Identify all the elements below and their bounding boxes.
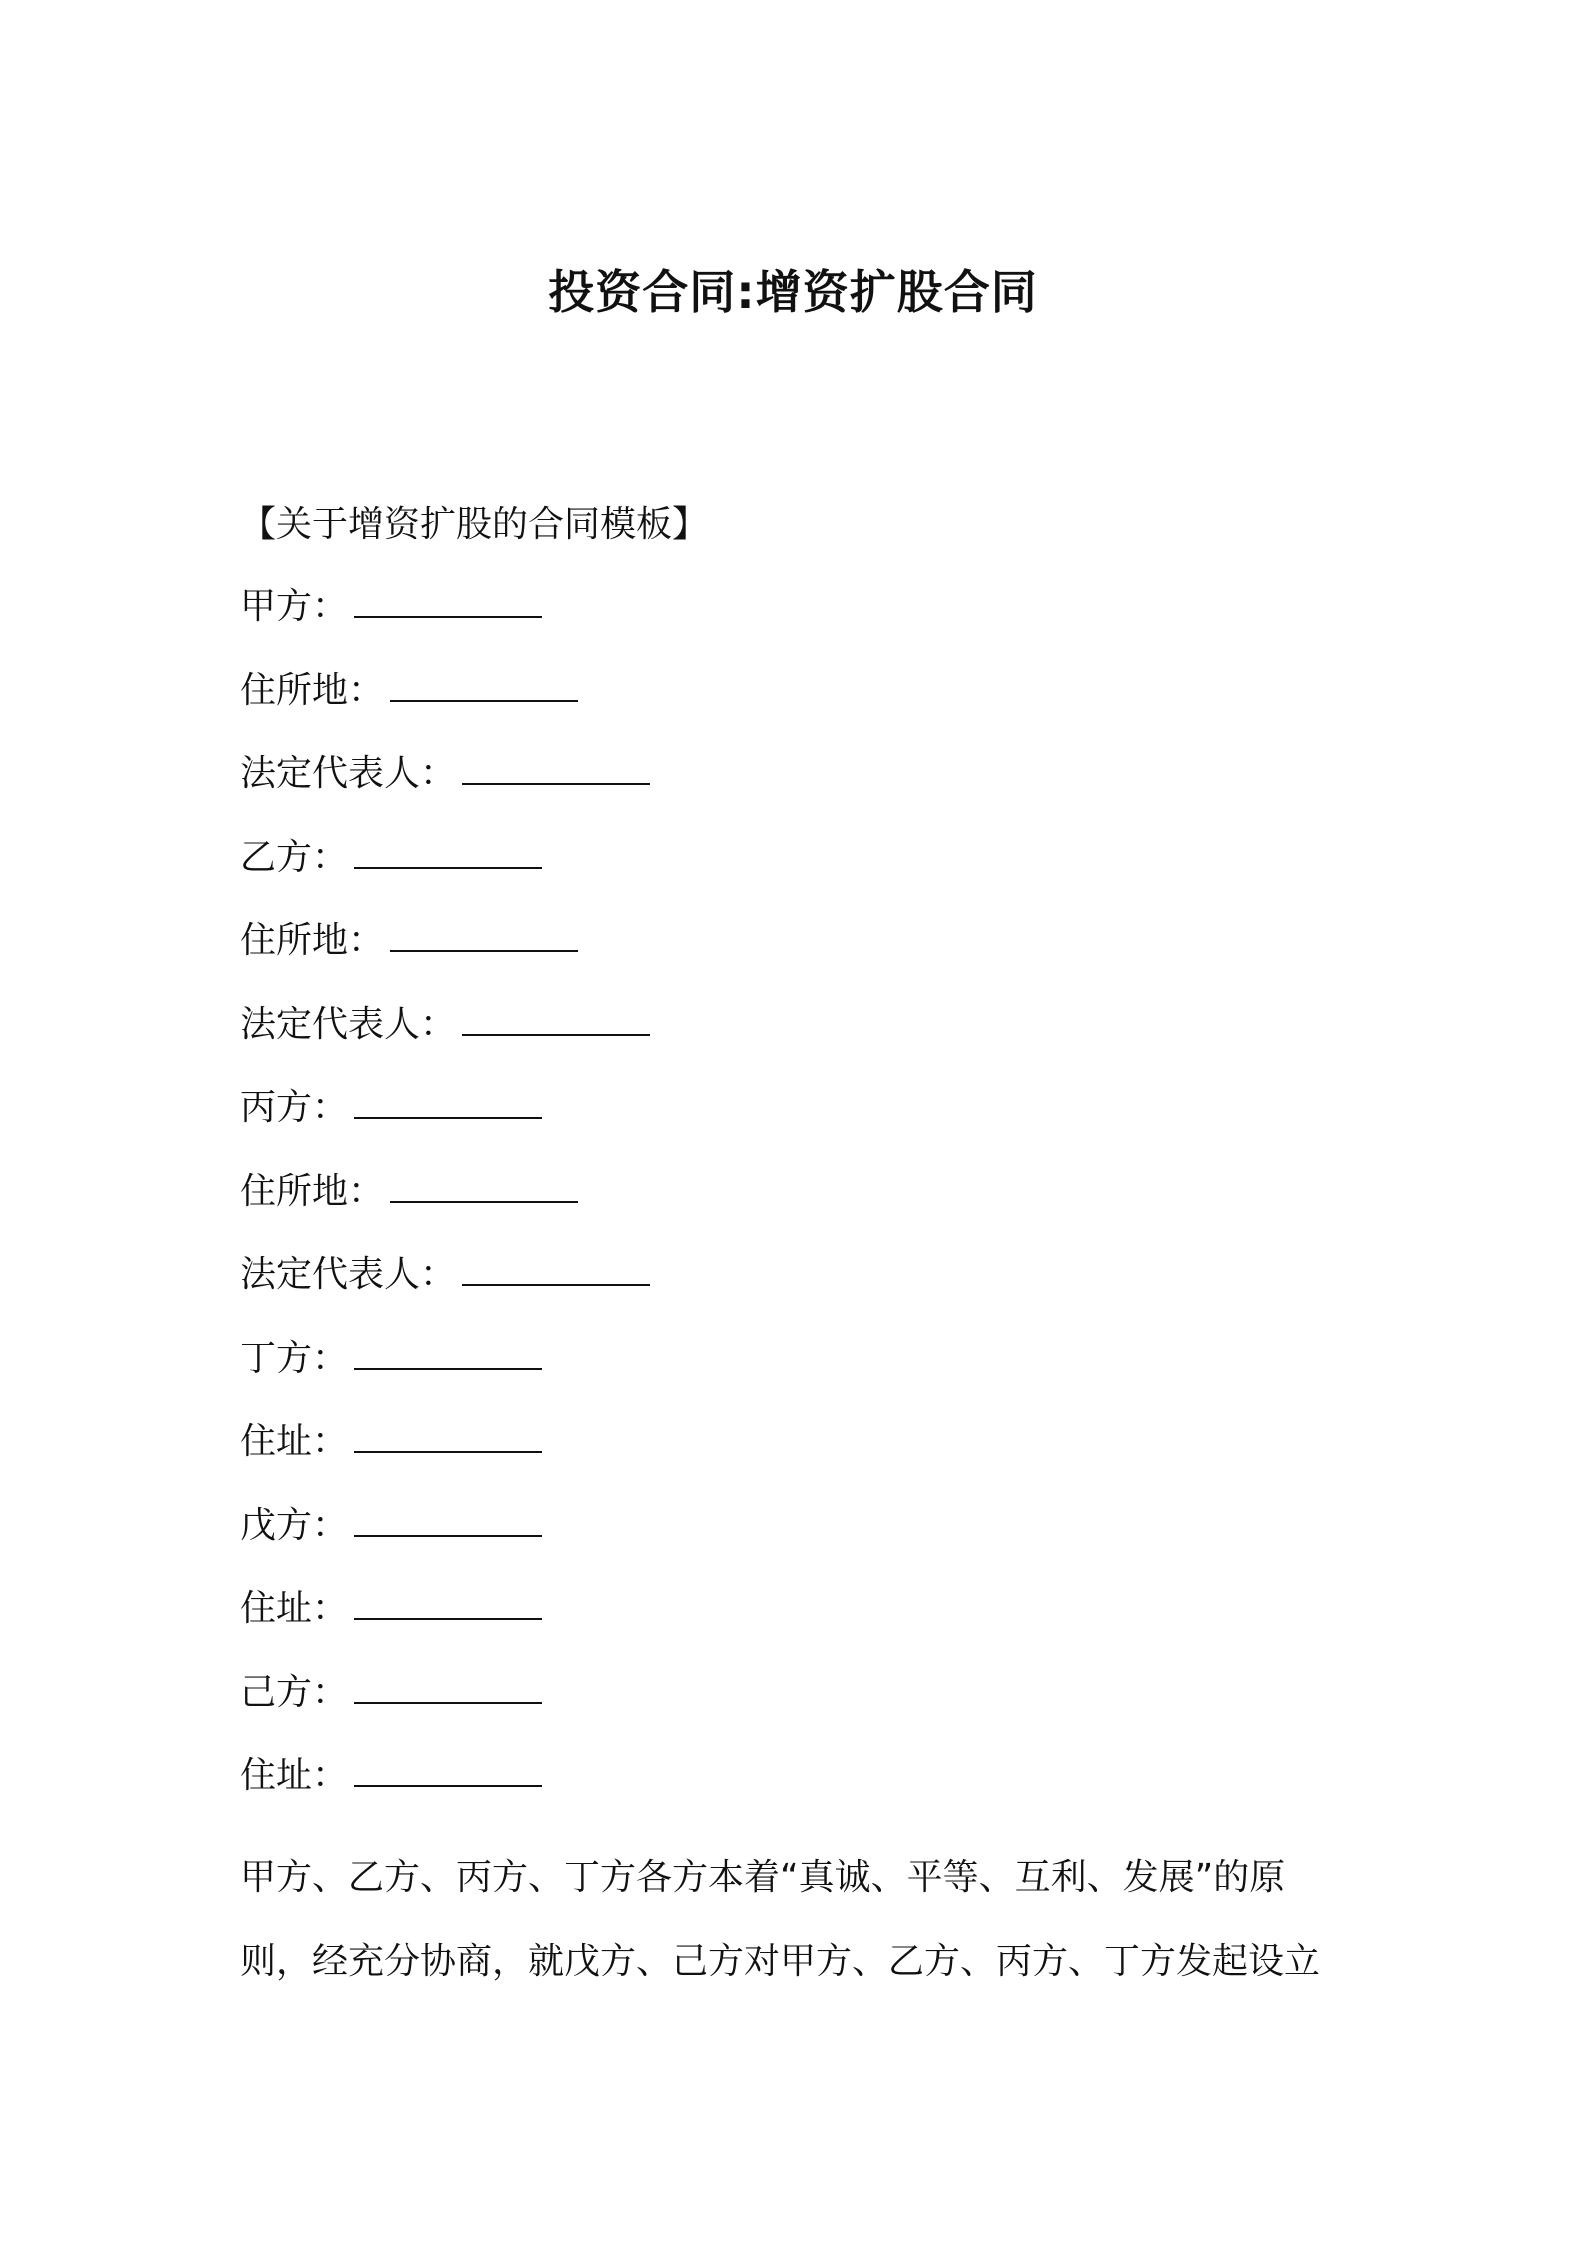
party-field-row <box>240 1334 650 1418</box>
template-heading: 【关于增资扩股的合同模板】 <box>240 504 709 545</box>
party-field-row <box>240 916 650 1000</box>
contract-body-paragraph <box>240 1836 1360 2004</box>
field-label: 住所地： <box>240 669 385 711</box>
fill-in-blank <box>390 1167 578 1203</box>
fill-in-blank <box>354 1668 542 1704</box>
party-field-row <box>240 1250 650 1334</box>
party-field-list <box>240 582 650 1835</box>
party-field-row <box>240 749 650 833</box>
fill-in-blank <box>354 1417 542 1453</box>
field-label: 法定代表人： <box>240 753 457 794</box>
party-field-row <box>240 1501 650 1585</box>
fill-in-blank <box>390 666 578 702</box>
fill-in-blank <box>462 1250 650 1286</box>
field-label: 法定代表人： <box>240 1254 457 1295</box>
party-field-row <box>240 1668 650 1752</box>
party-field-row <box>240 1083 650 1167</box>
field-label: 住址： <box>240 1755 349 1796</box>
fill-in-blank <box>354 1584 542 1620</box>
body-line: 则，经充分协商，就戊方、己方对甲方、乙方、丙方、丁方发起设立 <box>240 1941 1321 1982</box>
field-label: 乙方： <box>240 836 349 878</box>
field-label: 己方： <box>240 1671 349 1713</box>
party-field-row <box>240 1417 650 1501</box>
fill-in-blank <box>354 1501 542 1537</box>
field-label: 法定代表人： <box>240 1003 457 1045</box>
fill-in-blank <box>354 833 542 869</box>
party-field-row <box>240 666 650 750</box>
fill-in-blank <box>354 582 542 618</box>
party-field-row <box>240 1584 650 1668</box>
field-label: 丙方： <box>240 1087 349 1128</box>
fill-in-blank <box>354 1751 542 1787</box>
field-label: 戊方： <box>240 1504 349 1546</box>
body-line: 甲方、乙方、丙方、丁方各方本着“真诚、平等、互利、发展”的原 <box>240 1857 1286 1898</box>
field-label: 住址： <box>240 1421 349 1462</box>
party-field-row <box>240 833 650 917</box>
party-field-row <box>240 1000 650 1084</box>
field-label: 住所地： <box>240 920 385 961</box>
field-label: 丁方： <box>240 1337 349 1379</box>
fill-in-blank <box>390 916 578 952</box>
field-label: 甲方： <box>240 586 349 627</box>
field-label: 住所地： <box>240 1170 385 1212</box>
field-label: 住址： <box>240 1588 349 1629</box>
document-title: 投资合同:增资扩股合同 <box>548 265 1038 319</box>
party-field-row <box>240 1167 650 1251</box>
fill-in-blank <box>354 1083 542 1119</box>
party-field-row <box>240 1751 650 1835</box>
fill-in-blank <box>462 1000 650 1036</box>
fill-in-blank <box>354 1334 542 1370</box>
fill-in-blank <box>462 749 650 785</box>
party-field-row <box>240 582 650 666</box>
